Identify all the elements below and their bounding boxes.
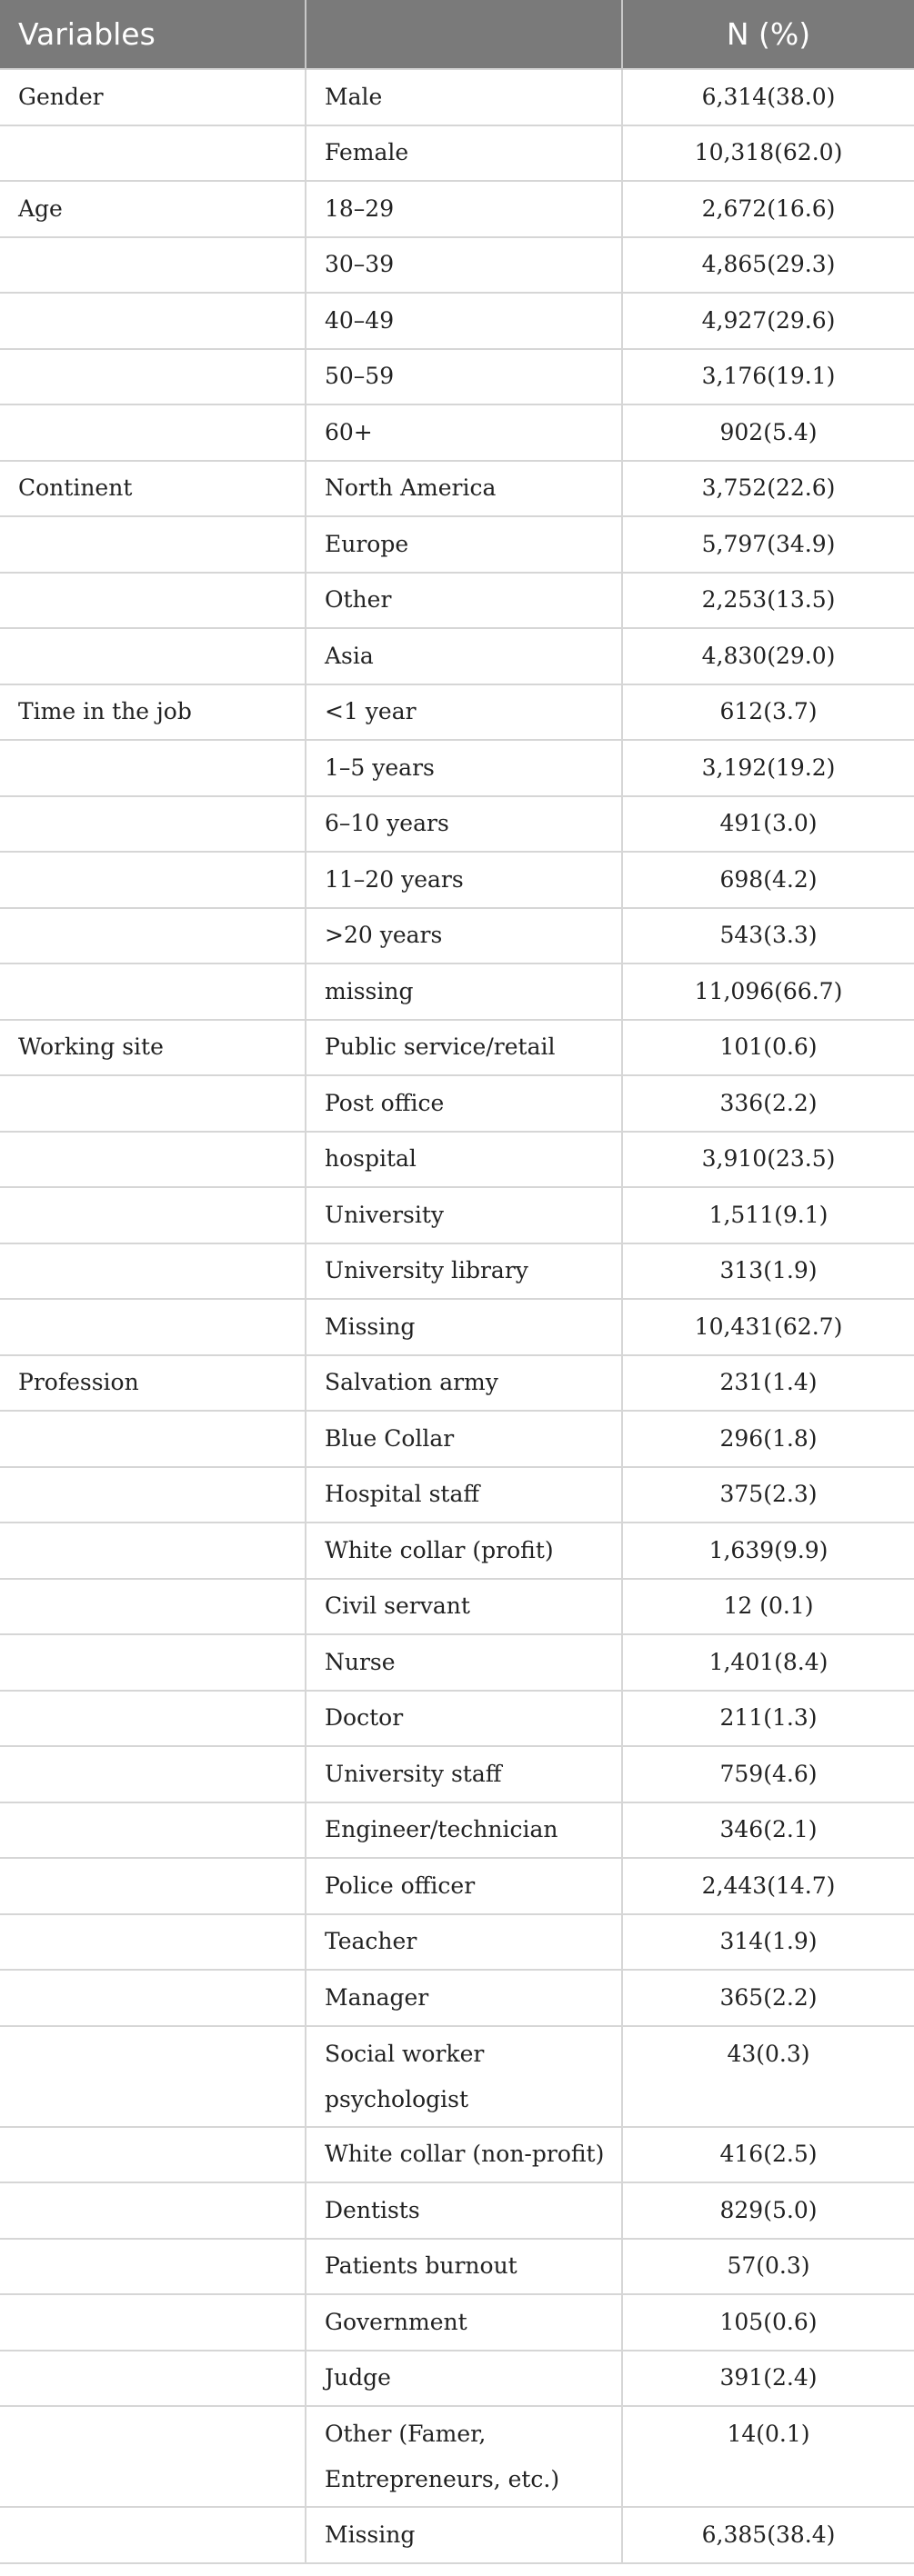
table-row [0, 1243, 914, 1300]
table-row [0, 684, 914, 741]
variable-cell [0, 1467, 306, 1523]
variable-cell [0, 964, 306, 1020]
variable-cell [0, 349, 306, 405]
category-cell: 11–20 years [306, 852, 622, 908]
value-cell: 2,253(13.5) [622, 573, 914, 629]
value-cell: 57(0.3) [622, 2239, 914, 2295]
value-cell: 902(5.4) [622, 404, 914, 461]
variable-cell [0, 1411, 306, 1467]
category-cell: 1–5 years [306, 740, 622, 796]
variable-cell [0, 1691, 306, 1747]
variable-cell [0, 852, 306, 908]
table-row [0, 628, 914, 684]
value-cell: 231(1.4) [622, 1355, 914, 1412]
category-cell: Other (Famer, Entrepreneurs, etc.) [306, 2406, 622, 2507]
table-row [0, 2351, 914, 2407]
value-cell: 3,176(19.1) [622, 349, 914, 405]
value-cell: 336(2.2) [622, 1075, 914, 1132]
table-row [0, 740, 914, 796]
variable-cell [0, 1187, 306, 1243]
category-cell: Police officer [306, 1858, 622, 1914]
category-cell: University [306, 1187, 622, 1243]
table-row [0, 1579, 914, 1635]
value-cell: 101(0.6) [622, 1020, 914, 1076]
table-row [0, 404, 914, 461]
category-cell: Missing [306, 2507, 622, 2563]
table-row [0, 349, 914, 405]
value-cell: 3,752(22.6) [622, 461, 914, 517]
value-cell: 1,401(8.4) [622, 1634, 914, 1691]
value-cell: 3,910(23.5) [622, 1132, 914, 1188]
table-row [0, 1970, 914, 2026]
variable-cell [0, 293, 306, 349]
table-row [0, 1858, 914, 1914]
category-cell: Public service/retail [306, 1020, 622, 1076]
header-category [306, 0, 622, 69]
value-cell: 491(3.0) [622, 796, 914, 853]
value-cell: 543(3.3) [622, 908, 914, 964]
value-cell: 391(2.4) [622, 2351, 914, 2407]
category-cell: 60+ [306, 404, 622, 461]
category-cell: North America [306, 461, 622, 517]
category-cell: University staff [306, 1746, 622, 1802]
variable-cell [0, 908, 306, 964]
table-row [0, 237, 914, 294]
variable-cell [0, 1746, 306, 1802]
value-cell: 2,672(16.6) [622, 181, 914, 237]
category-cell: Europe [306, 516, 622, 573]
category-cell: Civil servant [306, 1579, 622, 1635]
category-cell: 18–29 [306, 181, 622, 237]
variable-cell: Age [0, 181, 306, 237]
value-cell: 1,639(9.9) [622, 1523, 914, 1579]
variable-cell [0, 1858, 306, 1914]
table-row [0, 1802, 914, 1859]
table-row [0, 852, 914, 908]
category-cell: Salvation army [306, 1355, 622, 1412]
variable-cell [0, 573, 306, 629]
table-row [0, 1411, 914, 1467]
variable-cell [0, 740, 306, 796]
value-cell: 416(2.5) [622, 2127, 914, 2183]
category-cell: Patients burnout [306, 2239, 622, 2295]
table-row [0, 1467, 914, 1523]
value-cell: 10,318(62.0) [622, 125, 914, 182]
value-cell: 5,797(34.9) [622, 516, 914, 573]
variable-cell [0, 2127, 306, 2183]
category-cell: Asia [306, 628, 622, 684]
category-cell: Teacher [306, 1914, 622, 1971]
table-row [0, 2026, 914, 2127]
table-row [0, 1355, 914, 1412]
variable-cell [0, 125, 306, 182]
variable-cell: Gender [0, 69, 306, 125]
category-cell: >20 years [306, 908, 622, 964]
value-cell: 4,830(29.0) [622, 628, 914, 684]
table-row [0, 461, 914, 517]
value-cell: 314(1.9) [622, 1914, 914, 1971]
value-cell: 829(5.0) [622, 2182, 914, 2239]
value-cell: 43(0.3) [622, 2026, 914, 2127]
table-row [0, 2127, 914, 2183]
table-row [0, 125, 914, 182]
table-row [0, 2239, 914, 2295]
table-row [0, 2294, 914, 2351]
value-cell: 4,927(29.6) [622, 293, 914, 349]
header-row [0, 0, 914, 69]
variable-cell [0, 2507, 306, 2563]
category-cell: Other [306, 573, 622, 629]
table-row [0, 2182, 914, 2239]
table-row [0, 1914, 914, 1971]
category-cell: White collar (profit) [306, 1523, 622, 1579]
table-row [0, 1634, 914, 1691]
value-cell: 296(1.8) [622, 1411, 914, 1467]
category-cell: Blue Collar [306, 1411, 622, 1467]
table-row [0, 69, 914, 125]
category-cell: Post office [306, 1075, 622, 1132]
value-cell: 313(1.9) [622, 1243, 914, 1300]
category-cell: missing [306, 964, 622, 1020]
variable-cell [0, 237, 306, 294]
variable-cell [0, 1132, 306, 1188]
variable-cell [0, 2406, 306, 2507]
category-cell: hospital [306, 1132, 622, 1188]
value-cell: 698(4.2) [622, 852, 914, 908]
table-row [0, 2406, 914, 2507]
table-row [0, 516, 914, 573]
variable-cell [0, 516, 306, 573]
variable-cell [0, 1299, 306, 1355]
table-row [0, 1187, 914, 1243]
variable-cell [0, 2351, 306, 2407]
variable-cell [0, 1802, 306, 1859]
value-cell: 759(4.6) [622, 1746, 914, 1802]
category-cell: Engineer/technician [306, 1802, 622, 1859]
variable-cell [0, 1914, 306, 1971]
value-cell: 10,431(62.7) [622, 1299, 914, 1355]
category-cell: White collar (non-profit) [306, 2127, 622, 2183]
variable-cell [0, 2294, 306, 2351]
value-cell: 365(2.2) [622, 1970, 914, 2026]
table-row [0, 2507, 914, 2563]
header-variables: Variables [0, 0, 306, 69]
table-row [0, 1523, 914, 1579]
table-body [0, 69, 914, 2563]
variable-cell [0, 1243, 306, 1300]
value-cell: 11,096(66.7) [622, 964, 914, 1020]
category-cell: Judge [306, 2351, 622, 2407]
category-cell: Government [306, 2294, 622, 2351]
variable-cell [0, 796, 306, 853]
table-row [0, 573, 914, 629]
category-cell: Female [306, 125, 622, 182]
value-cell: 1,511(9.1) [622, 1187, 914, 1243]
category-cell: Dentists [306, 2182, 622, 2239]
variable-cell [0, 404, 306, 461]
table-row [0, 1299, 914, 1355]
category-cell: Social worker psychologist [306, 2026, 622, 2127]
variable-cell [0, 1970, 306, 2026]
value-cell: 6,314(38.0) [622, 69, 914, 125]
category-cell: Hospital staff [306, 1467, 622, 1523]
table-row [0, 1132, 914, 1188]
value-cell: 105(0.6) [622, 2294, 914, 2351]
category-cell: 50–59 [306, 349, 622, 405]
variable-cell [0, 2026, 306, 2127]
value-cell: 346(2.1) [622, 1802, 914, 1859]
category-cell: 40–49 [306, 293, 622, 349]
category-cell: 30–39 [306, 237, 622, 294]
category-cell: Male [306, 69, 622, 125]
variable-cell: Continent [0, 461, 306, 517]
variable-cell [0, 1523, 306, 1579]
value-cell: 4,865(29.3) [622, 237, 914, 294]
table-row [0, 1746, 914, 1802]
table-header [0, 0, 914, 69]
variable-cell [0, 1075, 306, 1132]
variable-cell [0, 2239, 306, 2295]
value-cell: 6,385(38.4) [622, 2507, 914, 2563]
category-cell: University library [306, 1243, 622, 1300]
variable-cell: Profession [0, 1355, 306, 1412]
value-cell: 14(0.1) [622, 2406, 914, 2507]
header-n-percent: N (%) [726, 16, 811, 52]
variable-cell [0, 1634, 306, 1691]
table-row [0, 964, 914, 1020]
value-cell: 3,192(19.2) [622, 740, 914, 796]
category-cell: Manager [306, 1970, 622, 2026]
value-cell: 12 (0.1) [622, 1579, 914, 1635]
variable-cell: Working site [0, 1020, 306, 1076]
table-row [0, 796, 914, 853]
table-row [0, 1020, 914, 1076]
value-cell: 375(2.3) [622, 1467, 914, 1523]
variable-cell [0, 2182, 306, 2239]
table-row [0, 1691, 914, 1747]
category-cell: 6–10 years [306, 796, 622, 853]
table-row [0, 908, 914, 964]
variable-cell: Time in the job [0, 684, 306, 741]
category-cell: Doctor [306, 1691, 622, 1747]
category-cell: Nurse [306, 1634, 622, 1691]
value-cell: 2,443(14.7) [622, 1858, 914, 1914]
value-cell: 211(1.3) [622, 1691, 914, 1747]
table-row [0, 181, 914, 237]
variable-cell [0, 1579, 306, 1635]
table-row [0, 293, 914, 349]
variable-cell [0, 628, 306, 684]
category-cell: Missing [306, 1299, 622, 1355]
value-cell: 612(3.7) [622, 684, 914, 741]
category-cell: <1 year [306, 684, 622, 741]
table-row [0, 1075, 914, 1132]
